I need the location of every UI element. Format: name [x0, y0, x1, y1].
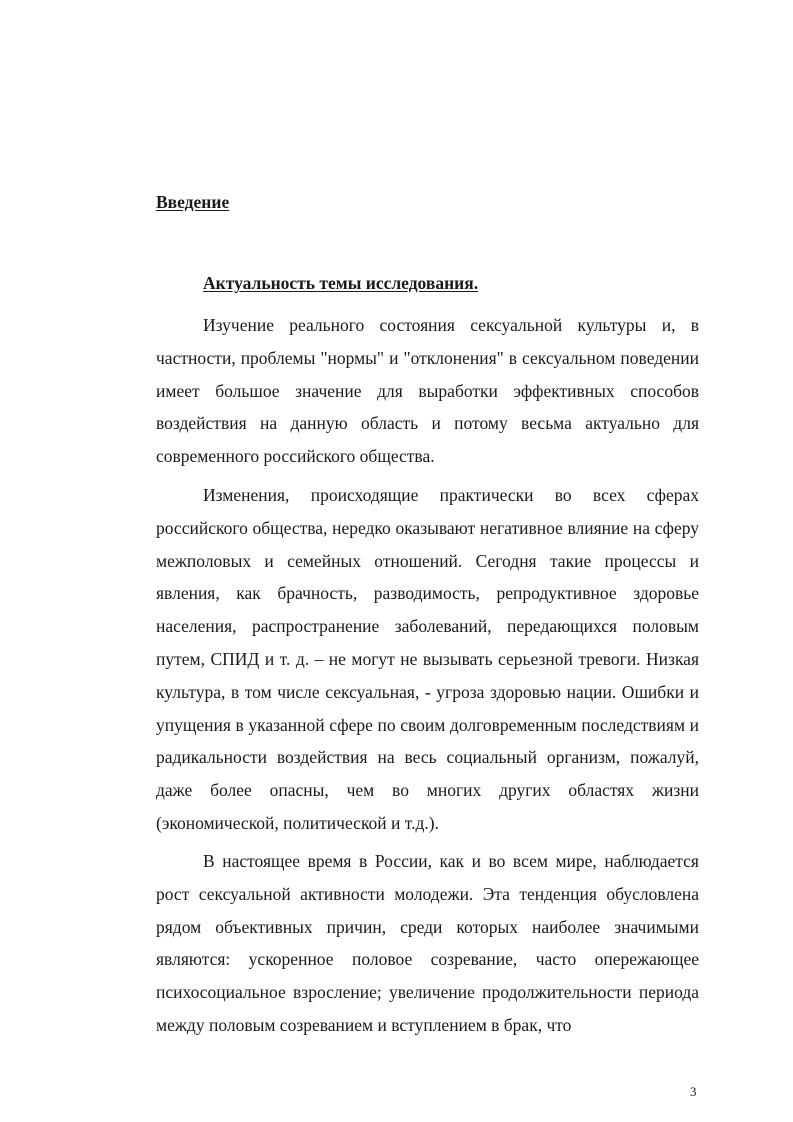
body-paragraph-2: Изменения, происходящие практически во всех сферах российского общества, нередко оказывают негативное влияние на сферу межполовых и семейных отношений. Сегодня такие процессы и явления, как брачность, разводимость, репродуктивное здоровье населения, распространение заболеваний, передающихся половым путем, СПИД и т. д. – не могут не вызывать серьезной тревоги. Низкая культура, в том числе сексуальная, - угроза здоровью нации. Ошибки и упущения в указанной сфере по своим долговременным последствиям и радикальности воздействия на весь социальный организм, пожалуй, даже более опасны, чем во многих других областях жизни (экономической, политической и т.д.). — [156, 485, 699, 833]
subsection-title: Актуальность темы исследования. — [203, 273, 479, 293]
section-title: Введение — [156, 192, 230, 212]
page-number: 3 — [690, 1084, 697, 1099]
body-paragraph-3: В настоящее время в России, как и во всем мире, наблюдается рост сексуальной активности молодежи. Эта тенденция обусловлена рядом объективных причин, среди которых наиболее значимыми являются: ускоренное половое созревание, часто опережающее психосоциальное взросление; увеличение продолжительности периода между половым созреванием и вступлением в брак, что — [156, 851, 699, 1035]
body-paragraph-1: Изучение реального состояния сексуальной культуры и, в частности, проблемы "нормы" и "отклонения" в сексуальном поведении имеет большое значение для выработки эффективных способов воздействия на данную область и потому весьма актуально для современного российского общества. — [156, 315, 699, 467]
